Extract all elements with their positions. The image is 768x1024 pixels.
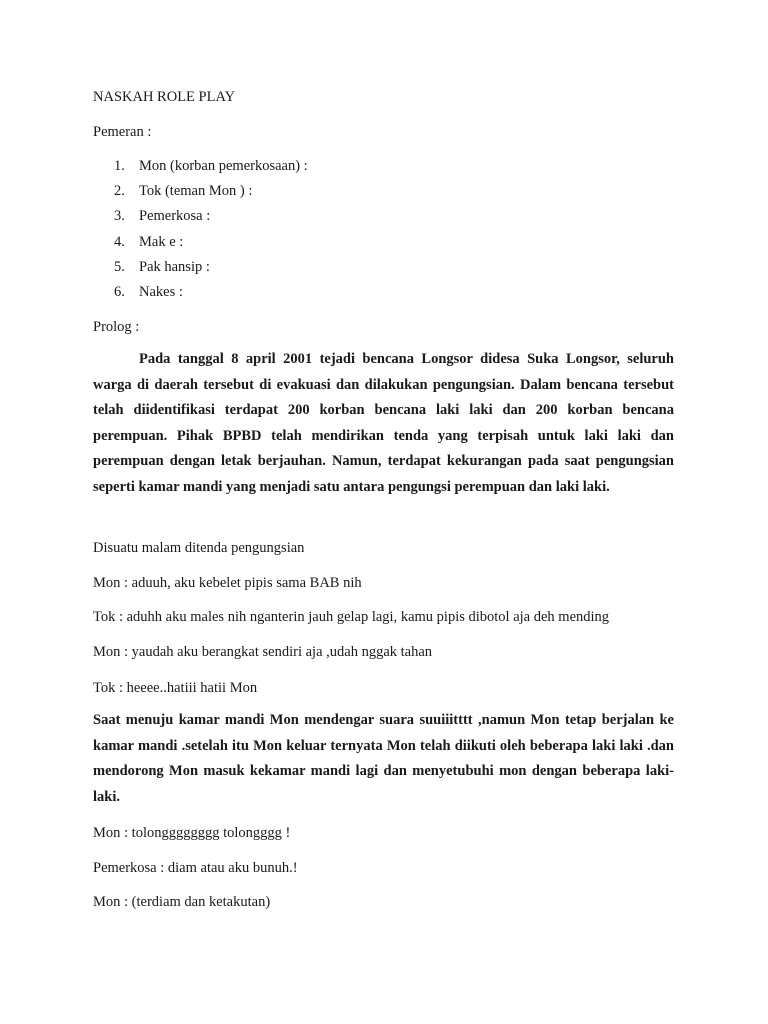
dialogue-line: Mon : aduuh, aku kebelet pipis sama BAB nih: [93, 575, 362, 591]
prolog-heading: Prolog :: [93, 319, 140, 335]
document-title: NASKAH ROLE PLAY: [93, 89, 236, 105]
dialogue-line: Pemerkosa : diam atau aku bunuh.!: [93, 860, 298, 876]
dialogue-line: Mon : yaudah aku berangkat sendiri aja ,udah nggak tahan: [93, 644, 433, 660]
list-item-text: Nakes :: [139, 284, 183, 300]
list-item: [114, 157, 308, 175]
cast-heading: Pemeran :: [93, 124, 152, 140]
list-item-text: Pemerkosa :: [139, 208, 211, 224]
list-number: 1.: [114, 158, 125, 174]
scene-line: Disuatu malam ditenda pengungsian: [93, 540, 305, 556]
list-item: [114, 283, 183, 301]
dialogue-line: Mon : (terdiam dan ketakutan): [93, 894, 271, 910]
list-item-text: Tok (teman Mon ) :: [139, 183, 253, 199]
prolog-paragraph: Pada tanggal 8 april 2001 tejadi bencana Longsor didesa Suka Longsor, seluruh warga di daerah tersebut di evakuasi dan dilakukan pengungsian. Dalam bencana tersebut telah diidentifikasi terdapat 200 korban bencana laki laki dan 200 korban bencana perempuan. Pihak BPBD telah mendirikan tenda yang terpisah untuk laki laki dan perempuan dengan letak berjauhan. Namun, terdapat kekurangan pada saat pengungsian seperti kamar mandi yang menjadi satu antara pengungsi perempuan dan laki laki.: [93, 351, 674, 495]
list-item-text: Mak e :: [139, 234, 184, 250]
dialogue-line: Mon : tolongggggggg tolongggg !: [93, 825, 291, 841]
list-number: 3.: [114, 208, 125, 224]
list-number: 6.: [114, 284, 125, 300]
list-item-text: Pak hansip :: [139, 259, 210, 275]
list-item-text: Mon (korban pemerkosaan) :: [139, 158, 308, 174]
dialogue-line: Tok : aduhh aku males nih nganterin jauh gelap lagi, kamu pipis dibotol aja deh mending: [93, 609, 610, 625]
list-number: 4.: [114, 234, 125, 250]
dialogue-line: Tok : heeee..hatiii hatii Mon: [93, 680, 258, 696]
list-number: 5.: [114, 259, 125, 275]
list-item: [114, 258, 210, 276]
narration-paragraph: Saat menuju kamar mandi Mon mendengar suara suuiiitttt ,namun Mon tetap berjalan ke kamar mandi .setelah itu Mon keluar ternyata Mon telah diikuti oleh beberapa laki laki .dan mendorong Mon masuk kekamar mandi lagi dan menyetubuhi mon dengan beberapa laki-laki.: [93, 712, 674, 805]
list-item: [114, 207, 210, 225]
list-number: 2.: [114, 183, 125, 199]
list-item: [114, 182, 252, 200]
list-item: [114, 233, 183, 251]
